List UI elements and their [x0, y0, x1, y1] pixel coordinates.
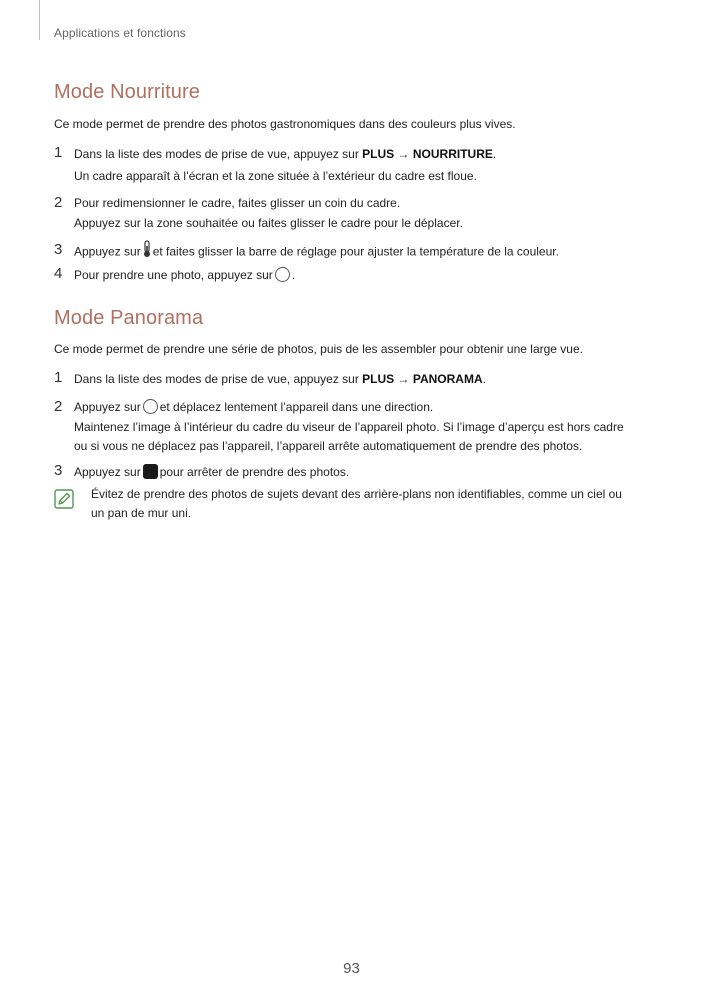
step-number: 1 — [54, 369, 63, 386]
section-header: Applications et fonctions — [54, 26, 186, 40]
note-pencil-icon — [54, 489, 74, 514]
step-detail: Appuyez sur la zone souhaitée ou faites glisser le cadre pour le déplacer. — [74, 216, 463, 230]
capture-button-icon — [143, 399, 158, 414]
note-text-line-1: Évitez de prendre des photos de sujets devant des arrière-plans non identifiables, comme un ciel ou — [91, 487, 622, 501]
step-text: Appuyez sur et faites glisser la barre de réglage pour ajuster la température de la couleur. — [74, 241, 559, 264]
note-text-line-2: un pan de mur uni. — [91, 506, 192, 520]
step-text: Appuyez sur et déplacez lentement l’appareil dans une direction. — [74, 400, 434, 414]
step-detail: ou si vous ne déplacez pas l’appareil, l’appareil arrête automatiquement de prendre des photos. — [74, 439, 583, 453]
menu-panorama: PANORAMA — [412, 372, 483, 386]
step-number: 1 — [54, 144, 63, 161]
menu-more: PLUS — [362, 147, 395, 161]
food-mode-title: Mode Nourriture — [54, 81, 201, 103]
step-number: 2 — [54, 398, 63, 415]
capture-button-icon — [275, 267, 290, 282]
panorama-mode-title: Mode Panorama — [54, 307, 204, 329]
thermometer-icon — [142, 240, 152, 263]
panorama-mode-intro: Ce mode permet de prendre une série de photos, puis de les assembler pour obtenir une large vue. — [54, 342, 583, 356]
step-detail: Maintenez l’image à l’intérieur du cadre du viseur de l’appareil photo. Si l’image d’aperçu est hors cadre — [74, 420, 624, 434]
menu-food: NOURRITURE — [412, 147, 493, 161]
step-text: Pour prendre une photo, appuyez sur . — [74, 268, 296, 282]
page-number: 93 — [343, 960, 360, 977]
step-number: 2 — [54, 194, 63, 211]
step-number: 4 — [54, 265, 63, 282]
step-detail: Un cadre apparaît à l’écran et la zone située à l’extérieur du cadre est floue. — [74, 169, 477, 183]
step-text: Dans la liste des modes de prise de vue, appuyez sur PLUS → NOURRITURE. — [74, 147, 497, 161]
step-text: Dans la liste des modes de prise de vue, appuyez sur PLUS → PANORAMA. — [74, 372, 486, 386]
food-mode-intro: Ce mode permet de prendre des photos gastronomiques dans des couleurs plus vives. — [54, 117, 516, 131]
step-text: Pour redimensionner le cadre, faites glisser un coin du cadre. — [74, 196, 401, 210]
stop-button-icon — [143, 464, 158, 479]
step-number: 3 — [54, 462, 63, 479]
step-text: Appuyez sur pour arrêter de prendre des photos. — [74, 465, 350, 479]
header-divider — [39, 0, 40, 40]
menu-more: PLUS — [362, 372, 395, 386]
step-number: 3 — [54, 241, 63, 258]
